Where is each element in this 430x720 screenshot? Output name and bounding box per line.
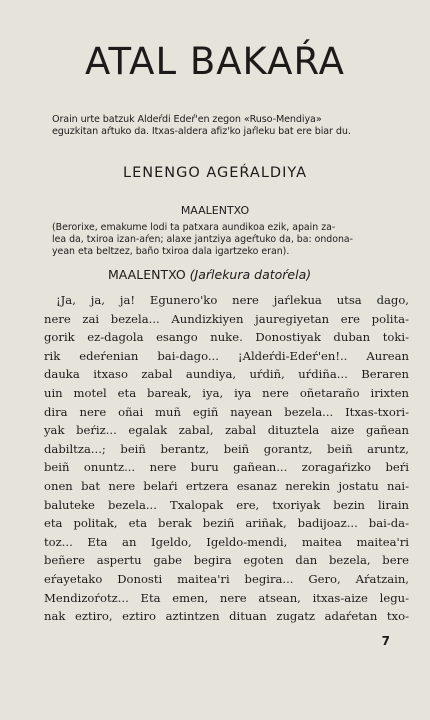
- stage-direction-line: yean eta beltzez, baño txiroa dala igartzeko eran).: [52, 246, 290, 257]
- speaker-name: MAALENTXO: [108, 267, 186, 282]
- act-heading: LENENGO AGEŔALDIYA: [123, 165, 307, 181]
- dialogue-line: onen bat nere belaŕi ertzera esanaz nerekin jostatu nai-: [44, 478, 409, 493]
- dialogue-text: [44, 291, 409, 626]
- dialogue-line: rik edeŕenian bai-dago... ¡Aldeŕdi-Edeŕ'en!.. Aurean: [44, 348, 409, 363]
- dialogue-line: toz... Eta an Igeldo, Igeldo-mendi, maitea maitea'ri: [44, 534, 409, 549]
- intro-line: eguzkitan aŕtuko da. Itxas-aldera afiz'ko jaŕleku bat ere biar du.: [52, 126, 351, 137]
- dialogue-line: dira nere oñai muñ egiñ nayean bezela... Itxas-txori-: [44, 404, 409, 419]
- dialogue-line: eŕayetako Donosti maitea'ri begira... Gero, Aŕatzain,: [44, 571, 409, 586]
- intro-line: Orain urte batzuk Aldeŕdi Edeŕ'en zegon «Ruso-Mendiya»: [52, 114, 322, 125]
- dialogue-line: nak eztiro, eztiro aztintzen dituan zugatz adaŕetan txo-: [44, 609, 409, 624]
- stage-direction-line: (Berorixe, emakume lodi ta patxara aundikoa ezik, apain za-: [52, 222, 336, 233]
- stage-direction-line: lea da, txiroa izan-aŕen; alaxe jantziya ageŕtuko da, ba: ondona-: [52, 234, 354, 245]
- page-number: 7: [381, 634, 390, 648]
- dialogue-line: nere zai bezela... Aundizkiyen jauregiyetan ere polita-: [44, 311, 409, 326]
- page-title: ATAL BAKAŔA: [85, 40, 345, 83]
- dialogue-line: eta politak, eta berak beziñ ariñak, badijoaz... bai-da-: [44, 516, 409, 531]
- dialogue-line: yak beŕiz... egalak zabal, zabal dituztela aize gañean: [44, 423, 409, 438]
- dialogue-line: beñere aspertu gabe begira egoten dan bezela, bere: [44, 553, 409, 568]
- dialogue-line: baluteke bezela... Txalopak ere, txoriyak bezin lirain: [44, 497, 409, 512]
- dialogue-line: uin motel eta bareak, iya, iya nere oñetaraño irixten: [44, 385, 409, 400]
- speaker-heading: [108, 267, 311, 282]
- character-name: MAALENTXO: [180, 204, 250, 217]
- speaker-direction: (Jaŕlekura datoŕela): [189, 267, 312, 282]
- dialogue-line: Mendizoŕotz... Eta emen, nere atsean, itxas-aize legu-: [44, 590, 409, 605]
- dialogue-line: gorik ez-dagola esango nuke. Donostiyak duban toki-: [44, 330, 409, 345]
- dialogue-line: dabiltza...; beiñ berantz, beiñ gorantz, beiñ aruntz,: [44, 441, 409, 456]
- intro-paragraph: [52, 114, 410, 138]
- dialogue-line: beiñ onuntz... nere buru gañean... zoragaŕizko beŕi: [44, 460, 409, 475]
- dialogue-line: dauka itxaso zabal aundiya, uŕdiñ, uŕdiña... Beraren: [44, 367, 409, 382]
- stage-direction: [52, 222, 410, 258]
- dialogue-line: ¡Ja, ja, ja! Egunero'ko nere jaŕlekua utsa dago,: [56, 293, 409, 307]
